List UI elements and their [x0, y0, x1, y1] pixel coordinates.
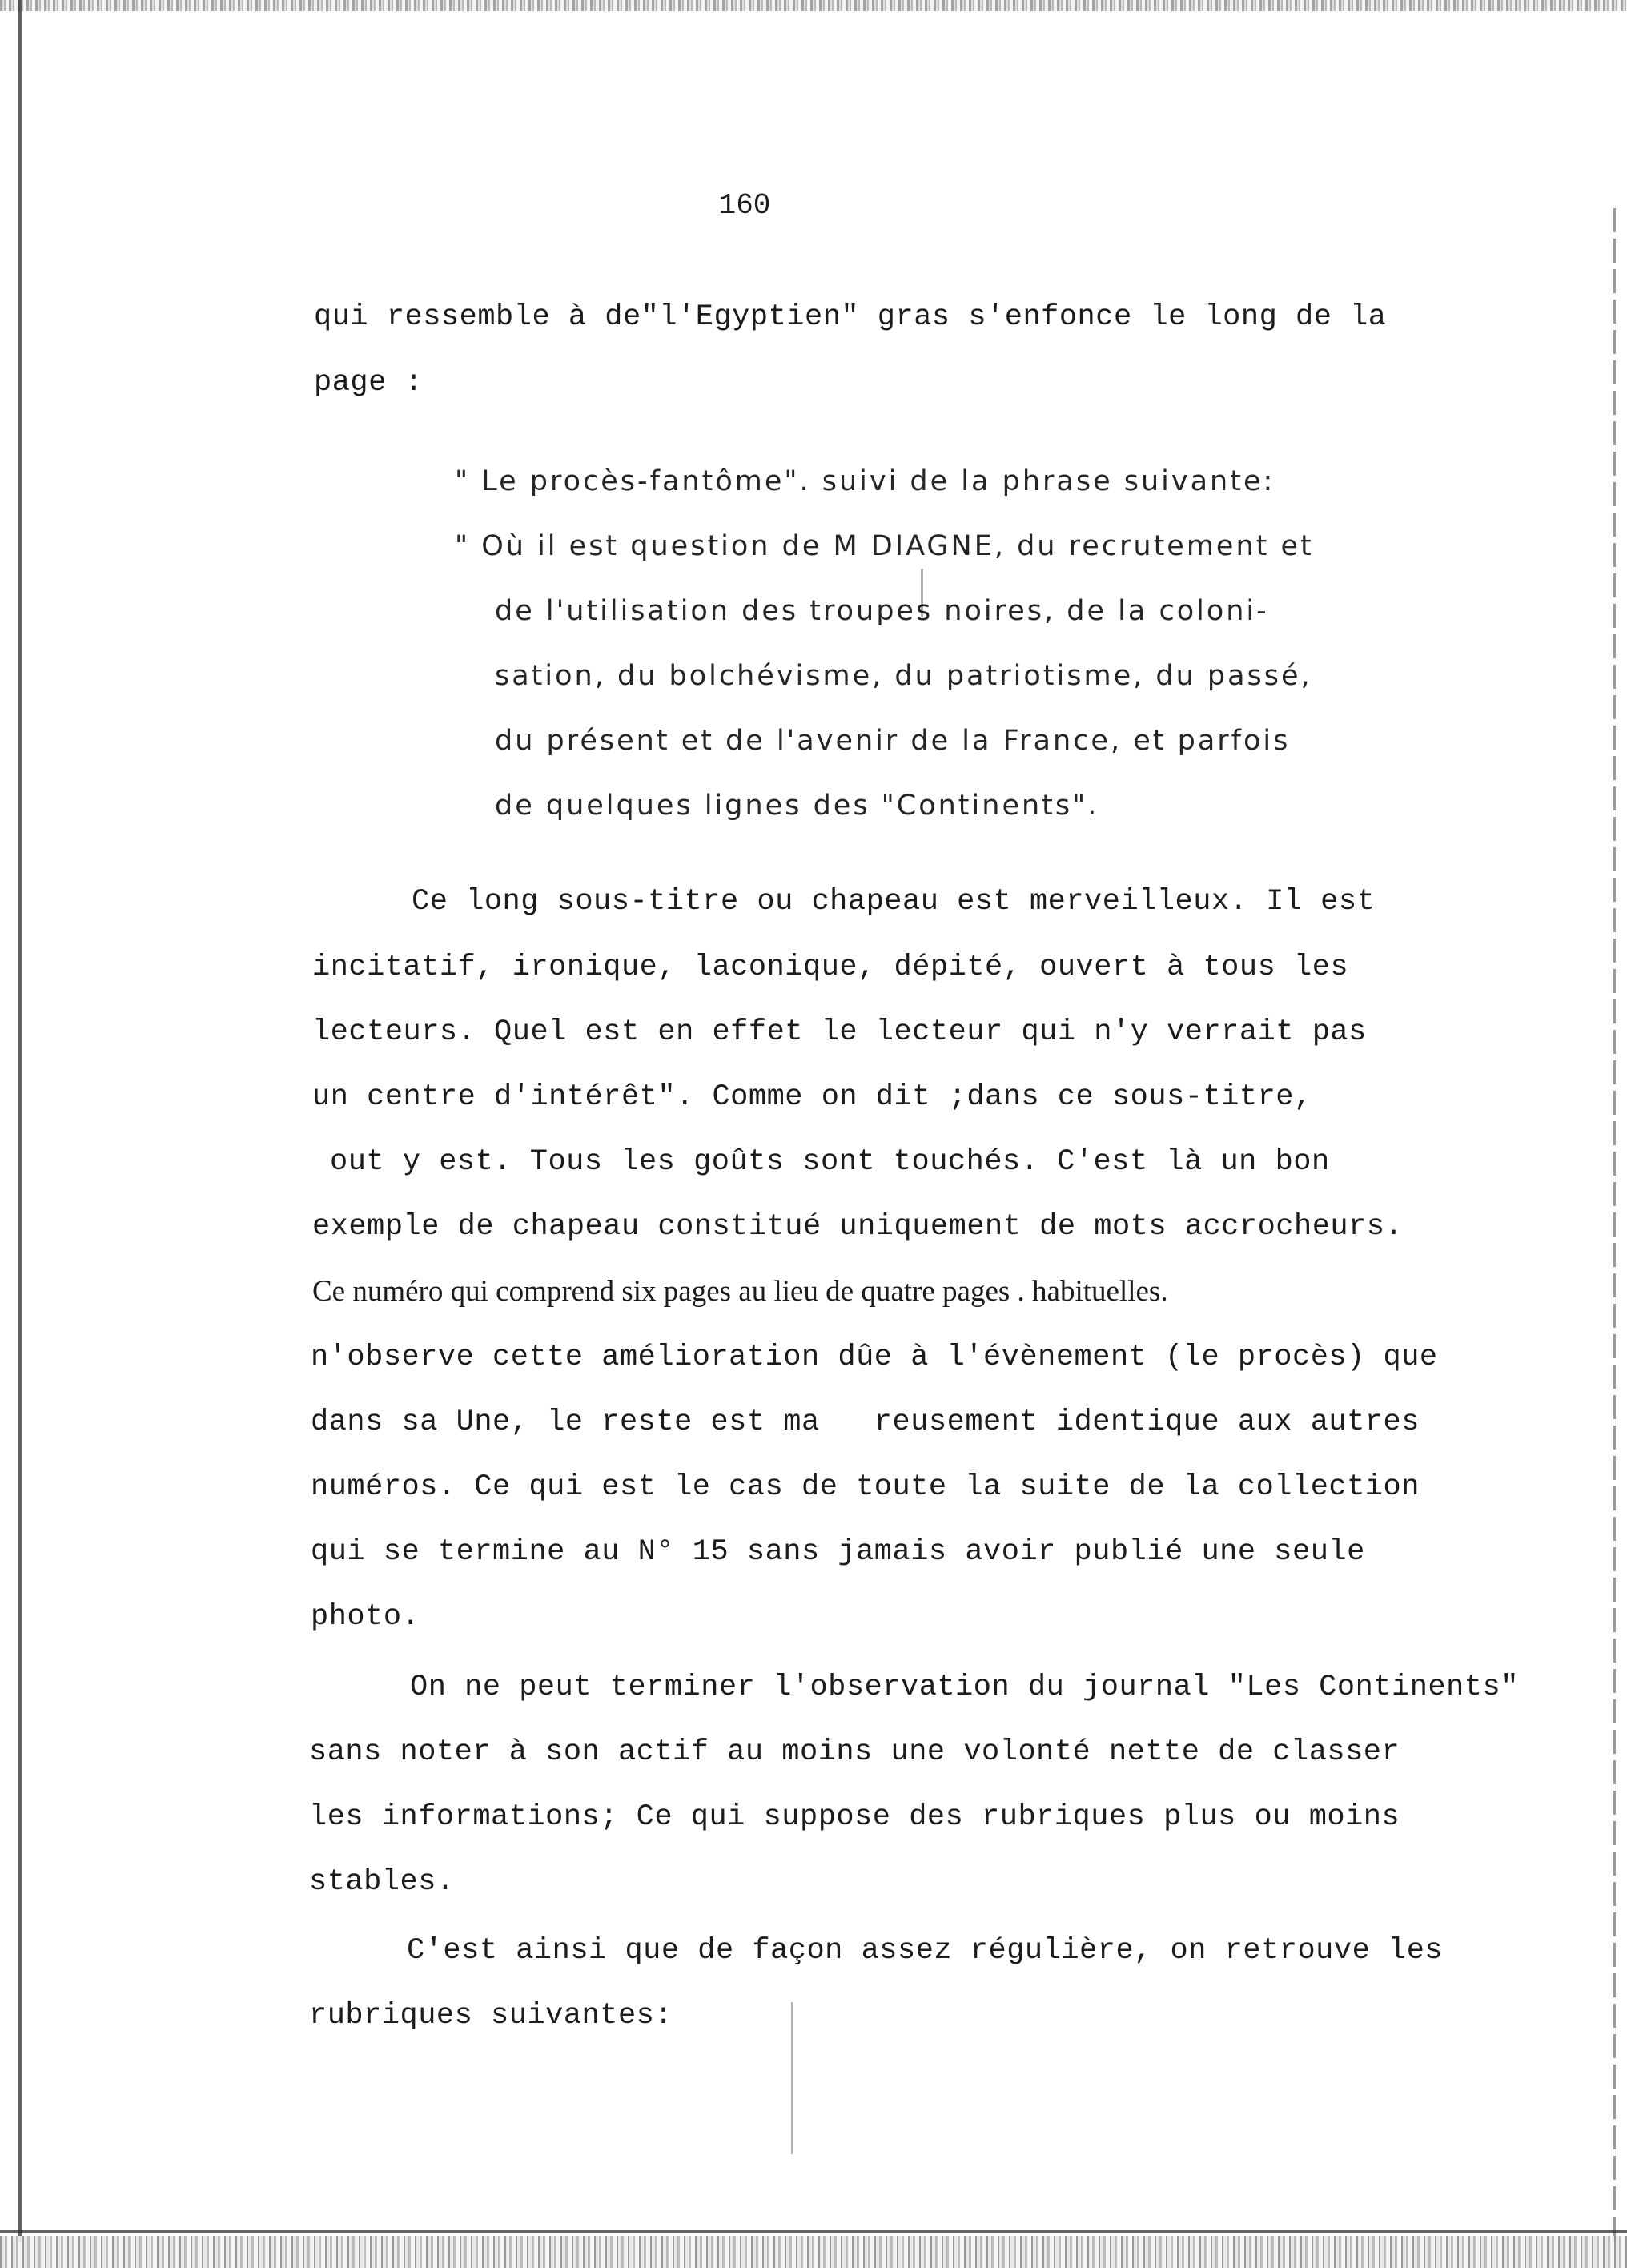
ink-mark: [791, 2002, 793, 2154]
quote-line: " Où il est question de M DIAGNE, du recrutement et: [455, 530, 1314, 562]
text-line: rubriques suivantes:: [309, 1999, 673, 2033]
text-line: incitatif, ironique, laconique, dépité, ouvert à tous les: [312, 951, 1349, 984]
quote-line: de l'utilisation des troupes noires, de la coloni-: [495, 595, 1269, 627]
text-line: stables.: [309, 1865, 455, 1899]
text-line: les informations; Ce qui suppose des rubriques plus ou moins: [309, 1800, 1400, 1834]
scan-top-edge: [0, 0, 1627, 11]
intro-line: page :: [314, 366, 424, 400]
text-line: exemple de chapeau constitué uniquement de mots accrocheurs.: [312, 1210, 1404, 1244]
scan-left-edge: [18, 0, 22, 2242]
text-line: C'est ainsi que de façon assez régulière, on retrouve les: [407, 1934, 1444, 1968]
text-line: un centre d'intérêt". Comme on dit ;dans ce sous-titre,: [312, 1080, 1312, 1114]
scan-bottom-edge: [0, 2236, 1627, 2268]
text-line: sans noter à son actif au moins une volonté nette de classer: [309, 1735, 1400, 1769]
text-line: n'observe cette amélioration dûe à l'évènement (le procès) que: [311, 1341, 1438, 1374]
text-line: On ne peut terminer l'observation du journal "Les Continents": [410, 1671, 1519, 1704]
quote-line: de quelques lignes des "Continents".: [495, 790, 1099, 822]
text-line: qui se termine au N° 15 sans jamais avoir publié une seule: [311, 1535, 1365, 1569]
intro-line: qui ressemble à de"l'Egyptien" gras s'enfonce le long de la: [314, 300, 1387, 334]
text-line: photo.: [311, 1600, 420, 1634]
quote-line: sation, du bolchévisme, du patriotisme, du passé,: [495, 660, 1312, 692]
page-number: 160: [718, 189, 771, 222]
text-line: dans sa Une, le reste est ma reusement identique aux autres: [311, 1405, 1420, 1439]
text-line: out y est. Tous les goûts sont touchés. C'est là un bon: [330, 1145, 1330, 1179]
text-line: lecteurs. Quel est en effet le lecteur qui n'y verrait pas: [312, 1015, 1367, 1049]
scan-right-edge: [1613, 208, 1616, 2242]
text-line: numéros. Ce qui est le cas de toute la suite de la collection: [311, 1470, 1420, 1504]
scan-bottom-rule: [0, 2230, 1627, 2233]
text-line: Ce long sous-titre ou chapeau est merveilleux. Il est: [412, 885, 1376, 919]
quote-line: " Le procès-fantôme". suivi de la phrase suivante:: [455, 465, 1275, 497]
quote-line: du présent et de l'avenir de la France, et parfois: [495, 725, 1291, 757]
inserted-line: Ce numéro qui comprend six pages au lieu de quatre pages . habituelles.: [312, 1275, 1168, 1308]
